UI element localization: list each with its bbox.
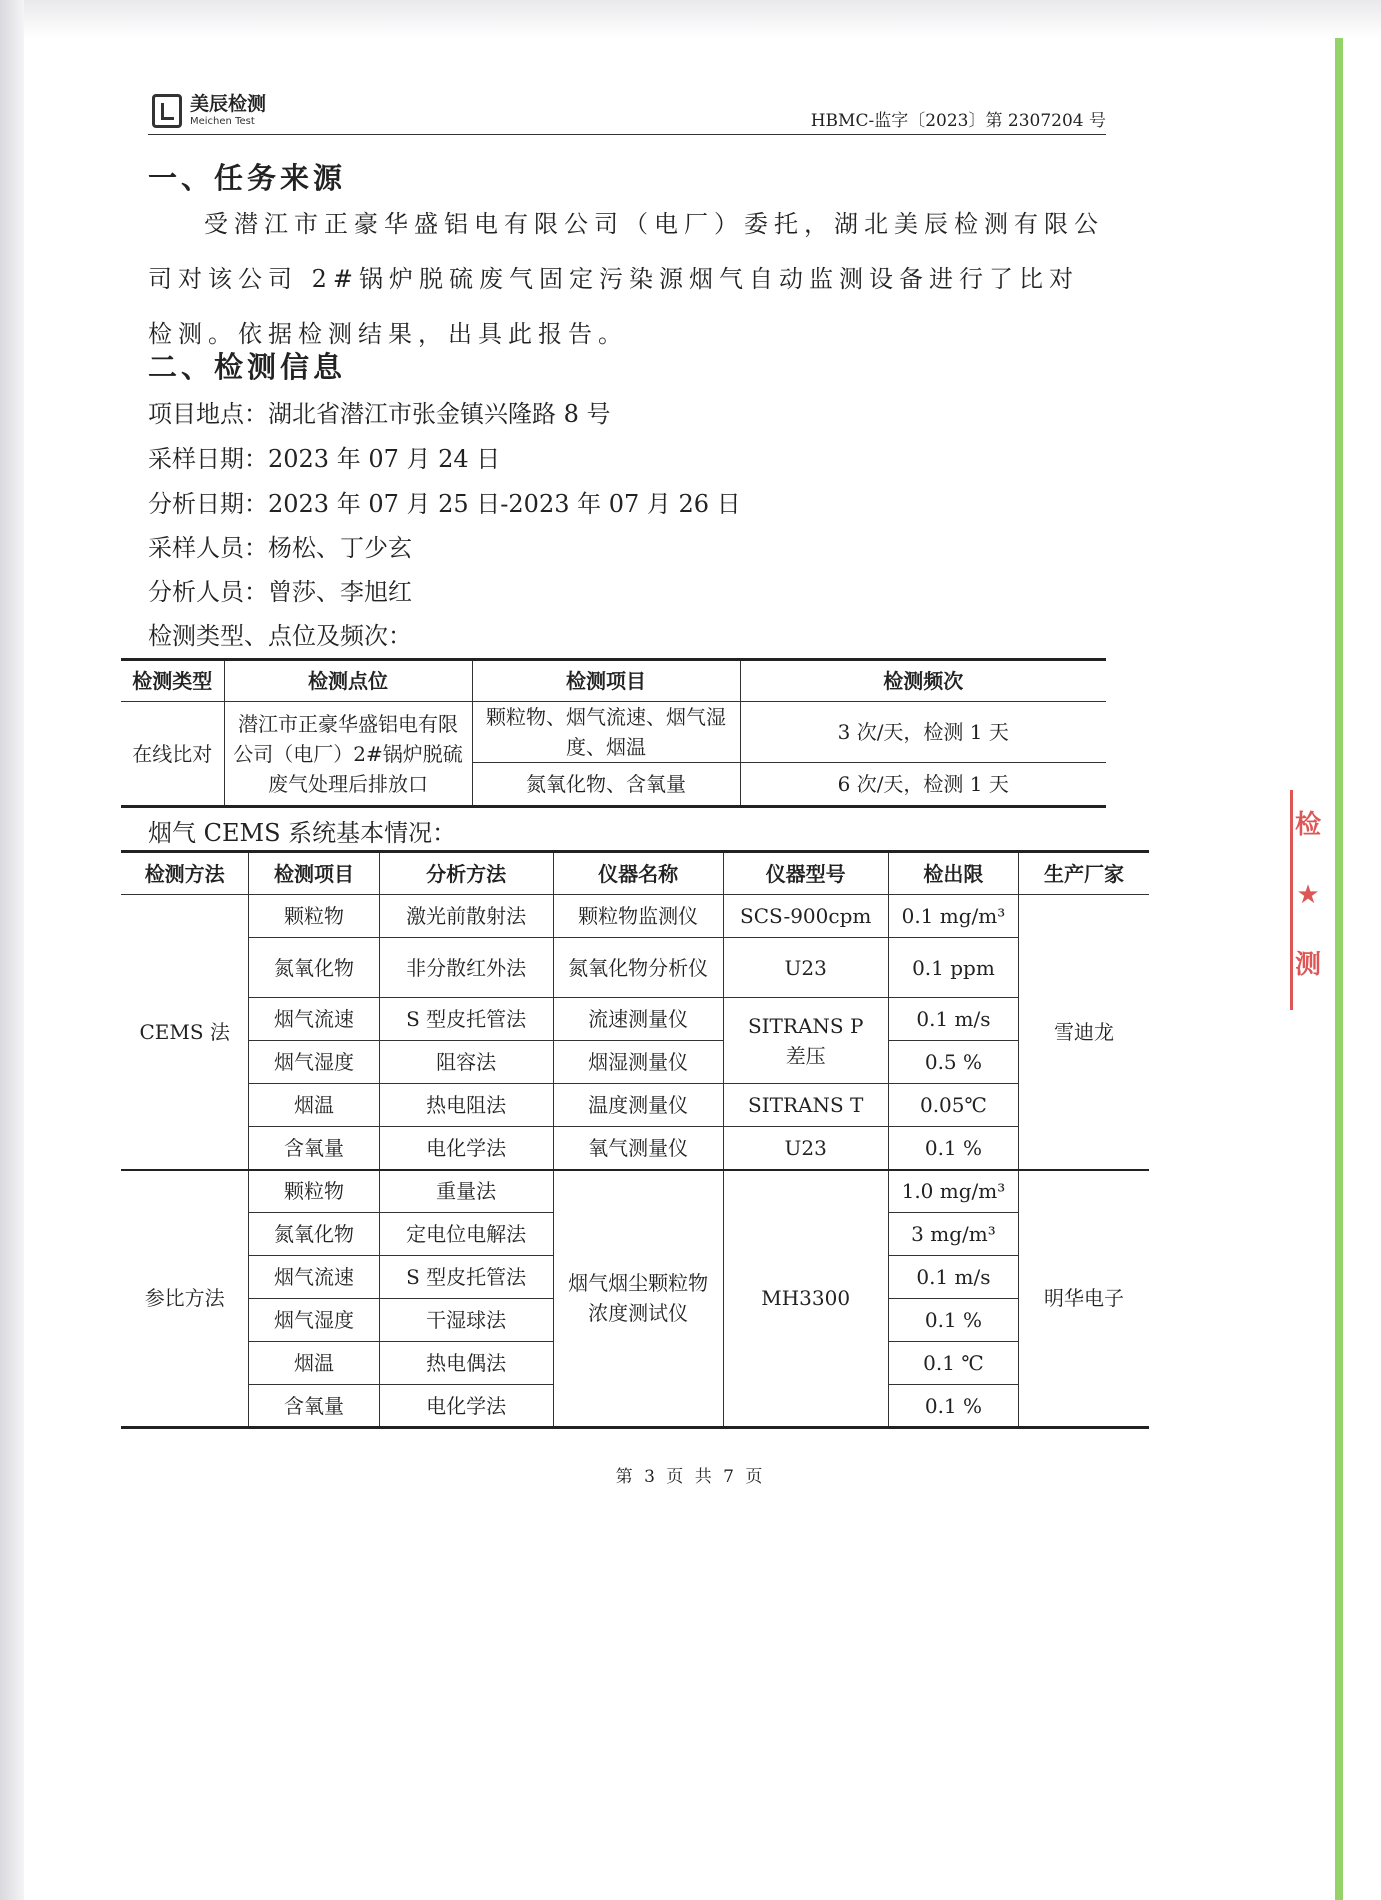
analysis-cell: 干湿球法 [379, 1299, 553, 1342]
logo-text-cn: 美辰检测 [190, 93, 267, 115]
stamp-char: 测 [1294, 950, 1321, 980]
limit-cell: 0.05℃ [888, 1084, 1018, 1127]
table-row [121, 1041, 1149, 1084]
task-source-paragraph: 受潜江市正豪华盛铝电有限公司（电厂）委托，湖北美辰检测有限公司对该公司 2#锅炉脱硫废气固定污染源烟气自动监测设备进行了比对检测。依据检测结果，出具此报告。 [148, 210, 1104, 348]
analysis-cell: 重量法 [379, 1170, 553, 1213]
analysis-cell: 非分散红外法 [379, 938, 553, 998]
item-cell: 烟温 [249, 1084, 379, 1127]
table-header-cell: 检测类型 [121, 660, 224, 702]
analysis-cell: 激光前散射法 [379, 895, 553, 938]
table-row [121, 938, 1149, 998]
item-cell: 颗粒物 [249, 895, 379, 938]
instrument-cell: 氮氧化物分析仪 [553, 938, 723, 998]
analysis-cell: S 型皮托管法 [379, 1256, 553, 1299]
table-row [121, 1127, 1149, 1170]
item-cell: 烟气湿度 [249, 1299, 379, 1342]
cems-table-caption: 烟气 CEMS 系统基本情况： [148, 819, 457, 847]
manufacturer-cell: 明华电子 [1019, 1170, 1149, 1428]
item-cell: 烟气湿度 [249, 1041, 379, 1084]
document-number: HBMC-监字〔2023〕第 2307204 号 [810, 111, 1106, 131]
item-cell: 氮氧化物 [249, 938, 379, 998]
test-frequency-cell: 3 次/天，检测 1 天 [740, 702, 1106, 763]
header-divider [148, 134, 1106, 135]
info-sampling-staff: 采样人员：杨松、丁少玄 [148, 534, 412, 562]
test-type-table [121, 658, 1106, 808]
item-cell: 含氧量 [249, 1127, 379, 1170]
table-header-row [121, 660, 1106, 702]
model-cell: SITRANS T [723, 1084, 888, 1127]
limit-cell: 0.5 % [888, 1041, 1018, 1084]
table-row [121, 895, 1149, 938]
instrument-cell: 氧气测量仪 [553, 1127, 723, 1170]
table-header-cell: 检出限 [888, 852, 1018, 895]
analysis-cell: 热电阻法 [379, 1084, 553, 1127]
model-cell: U23 [723, 1127, 888, 1170]
limit-cell: 1.0 mg/m³ [888, 1170, 1018, 1213]
limit-cell: 0.1 % [888, 1385, 1018, 1428]
table-header-cell: 检测点位 [224, 660, 472, 702]
limit-cell: 0.1 ppm [888, 938, 1018, 998]
analysis-cell: S 型皮托管法 [379, 998, 553, 1041]
instrument-cell: 温度测量仪 [553, 1084, 723, 1127]
instrument-cell: 烟气烟尘颗粒物浓度测试仪 [553, 1170, 723, 1428]
test-point-cell: 潜江市正豪华盛铝电有限公司（电厂）2#锅炉脱硫废气处理后排放口 [224, 702, 472, 807]
item-cell: 氮氧化物 [249, 1213, 379, 1256]
limit-cell: 0.1 m/s [888, 998, 1018, 1041]
table-row [121, 1084, 1149, 1127]
test-type-cell: 在线比对 [121, 702, 224, 807]
method-cell: CEMS 法 [121, 895, 249, 1170]
stamp-char: 检 [1294, 810, 1321, 840]
logo-text-en: Meichen Test [190, 116, 255, 127]
limit-cell: 0.1 % [888, 1299, 1018, 1342]
limit-cell: 0.1 % [888, 1127, 1018, 1170]
logo-icon [152, 94, 182, 128]
instrument-cell: 烟湿测量仪 [553, 1041, 723, 1084]
table-header-row [121, 852, 1149, 895]
info-analysis-staff: 分析人员：曾莎、李旭红 [148, 578, 412, 606]
item-cell: 颗粒物 [249, 1170, 379, 1213]
scan-shadow-top [0, 0, 1381, 38]
section-title-task-source: 一、任务来源 [148, 161, 347, 195]
info-test-type-caption: 检测类型、点位及频次： [148, 622, 412, 650]
model-cell: MH3300 [723, 1170, 888, 1428]
page-footer: 第 3 页 共 7 页 [615, 1467, 766, 1487]
item-cell: 烟温 [249, 1342, 379, 1385]
test-item-cell: 颗粒物、烟气流速、烟气湿度、烟温 [472, 702, 740, 763]
table-header-cell: 分析方法 [379, 852, 553, 895]
model-cell: SITRANS P 差压 [723, 998, 888, 1084]
scan-shadow-left [0, 0, 24, 1900]
analysis-cell: 阻容法 [379, 1041, 553, 1084]
table-header-cell: 检测频次 [740, 660, 1106, 702]
table-header-cell: 检测项目 [249, 852, 379, 895]
test-frequency-cell: 6 次/天，检测 1 天 [740, 763, 1106, 807]
star-icon: ★ [1296, 880, 1320, 910]
instrument-cell: 颗粒物监测仪 [553, 895, 723, 938]
table-header-cell: 检测项目 [472, 660, 740, 702]
model-cell: U23 [723, 938, 888, 998]
limit-cell: 0.1 m/s [888, 1256, 1018, 1299]
table-row [121, 702, 1106, 763]
test-item-cell: 氮氧化物、含氧量 [472, 763, 740, 807]
item-cell: 烟气流速 [249, 998, 379, 1041]
table-header-cell: 仪器名称 [553, 852, 723, 895]
analysis-cell: 定电位电解法 [379, 1213, 553, 1256]
info-sampling-date: 采样日期：2023 年 07 月 24 日 [148, 445, 501, 473]
table-row [121, 1170, 1149, 1213]
analysis-cell: 电化学法 [379, 1127, 553, 1170]
method-cell: 参比方法 [121, 1170, 249, 1428]
instrument-cell: 流速测量仪 [553, 998, 723, 1041]
analysis-cell: 热电偶法 [379, 1342, 553, 1385]
limit-cell: 0.1 ℃ [888, 1342, 1018, 1385]
limit-cell: 3 mg/m³ [888, 1213, 1018, 1256]
manufacturer-cell: 雪迪龙 [1019, 895, 1149, 1170]
table-row [121, 998, 1149, 1041]
section-title-test-info: 二、检测信息 [148, 350, 347, 384]
info-analysis-date: 分析日期：2023 年 07 月 25 日-2023 年 07 月 26 日 [148, 490, 741, 518]
info-project-location: 项目地点：湖北省潜江市张金镇兴隆路 8 号 [148, 400, 611, 428]
item-cell: 烟气流速 [249, 1256, 379, 1299]
page-edge-marker [1335, 38, 1343, 1900]
analysis-cell: 电化学法 [379, 1385, 553, 1428]
company-logo [152, 88, 266, 134]
item-cell: 含氧量 [249, 1385, 379, 1428]
table-header-cell: 生产厂家 [1019, 852, 1149, 895]
table-header-cell: 检测方法 [121, 852, 249, 895]
model-cell: SCS-900cpm [723, 895, 888, 938]
table-header-cell: 仪器型号 [723, 852, 888, 895]
inspection-seal-stamp [1290, 790, 1323, 1010]
cems-info-table [121, 850, 1149, 1429]
limit-cell: 0.1 mg/m³ [888, 895, 1018, 938]
